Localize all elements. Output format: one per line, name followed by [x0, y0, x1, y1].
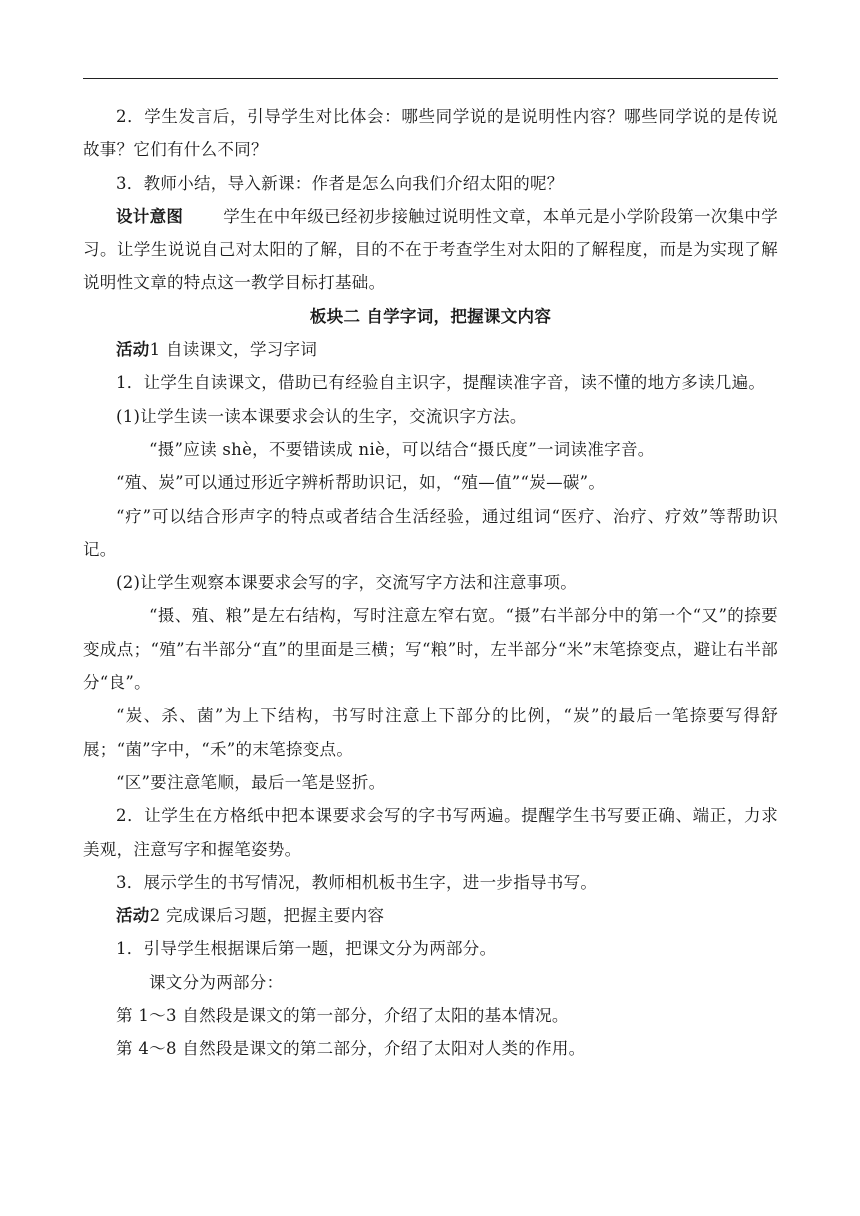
- activity-heading: [83, 333, 778, 366]
- paragraph: 2．学生发言后，引导学生对比体会：哪些同学说的是说明性内容？哪些同学说的是传说故事？它们有什么不同？: [83, 107, 778, 160]
- paragraph: (1)让学生读一读本课要求会认的生字，交流识字方法。: [116, 406, 527, 426]
- paragraph: (2)让学生观察本课要求会写的字，交流写字方法和注意事项。: [116, 573, 578, 593]
- paragraph: 3．教师小结，导入新课：作者是怎么向我们介绍太阳的呢？: [116, 173, 564, 193]
- activity-title: 1 自读课文，学习字词: [149, 340, 318, 360]
- document-body: [83, 100, 778, 1066]
- note-paragraph: “摄”应读 shè，不要错读成 niè，可以结合“摄氏度”一词读准字音。: [149, 439, 655, 459]
- activity-title: 2 完成课后习题，把握主要内容: [149, 906, 385, 926]
- note-paragraph: “炭、杀、菌”为上下结构，书写时注意上下部分的比例，“炭”的最后一笔捺要写得舒展；“菌”字中，“禾”的末笔捺变点。: [83, 706, 778, 759]
- activity-label: 活动: [116, 340, 150, 360]
- design-intent-text: 学生在中年级已经初步接触过说明性文章，本单元是小学阶段第一次集中学习。让学生说说自己对太阳的了解，目的不在于考查学生对太阳的了解程度，而是为实现了解说明性文章的特点这一教学目标打基础。: [83, 206, 778, 293]
- paragraph: 2．让学生在方格纸中把本课要求会写的字书写两遍。提醒学生书写要正确、端正，力求美观，注意写字和握笔姿势。: [83, 806, 778, 859]
- paragraph: 1．引导学生根据课后第一题，把课文分为两部分。: [116, 939, 497, 959]
- note-paragraph: 课文分为两部分：: [149, 972, 284, 992]
- paragraph: 1．让学生自读课文，借助已有经验自主识字，提醒读准字音，读不懂的地方多读几遍。: [116, 373, 766, 393]
- note-paragraph: “疗”可以结合形声字的特点或者结合生活经验，通过组词“医疗、治疗、疗效”等帮助识记。: [83, 506, 778, 559]
- section-title: 板块二 自学字词，把握课文内容: [309, 306, 552, 326]
- paragraph: 3．展示学生的书写情况，教师相机板书生字，进一步指导书写。: [116, 872, 598, 892]
- activity-label: 活动: [116, 906, 150, 926]
- design-intent-paragraph: [83, 200, 778, 300]
- note-paragraph: “区”要注意笔顺，最后一笔是竖折。: [116, 772, 386, 792]
- header-rule: [83, 78, 778, 79]
- note-paragraph: “摄、殖、粮”是左右结构，写时注意左窄右宽。“摄”右半部分中的第一个“又”的捺要变成点；“殖”右半部分“直”的里面是三横；写“粮”时，左半部分“米”末笔捺变点，避让右半部分“良”。: [83, 606, 778, 693]
- note-paragraph: 第 4～8 自然段是课文的第二部分，介绍了太阳对人类的作用。: [116, 1039, 586, 1059]
- note-paragraph: “殖、炭”可以通过形近字辨析帮助识记，如，“殖—值”“炭—碳”。: [116, 473, 606, 493]
- design-intent-label: 设计意图: [116, 206, 184, 226]
- note-paragraph: 第 1～3 自然段是课文的第一部分，介绍了太阳的基本情况。: [116, 1006, 569, 1026]
- activity-heading: [83, 899, 778, 932]
